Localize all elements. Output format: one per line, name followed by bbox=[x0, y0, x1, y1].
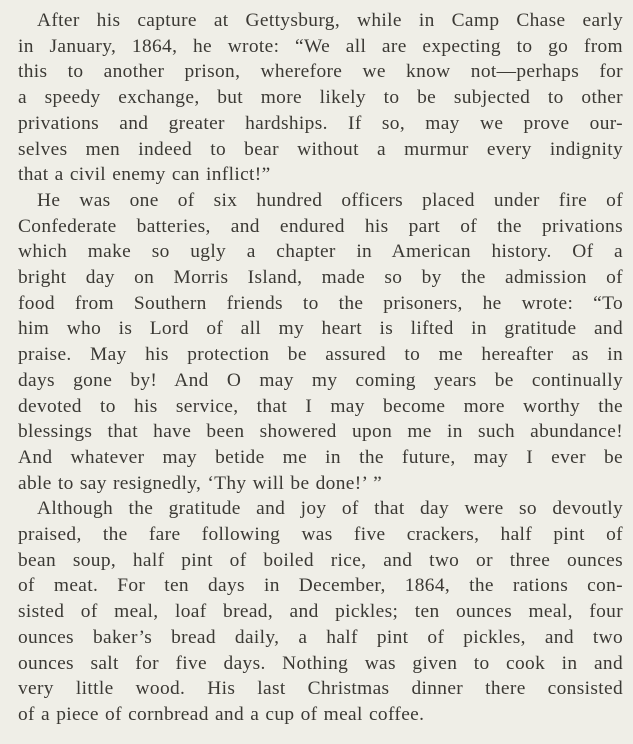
text-line: blessings that have been showered upon me in such abundance! bbox=[18, 421, 623, 443]
text-line: Confederate batteries, and endured his part of the privations bbox=[18, 215, 623, 237]
paragraph-1 bbox=[18, 8, 623, 188]
text-line: him who is Lord of all my heart is lifted in gratitude and bbox=[18, 318, 623, 340]
text-line: devoted to his service, that I may become more worthy the bbox=[18, 395, 623, 417]
text-line: a speedy exchange, but more likely to be subjected to other bbox=[18, 87, 623, 109]
text-line: which make so ugly a chapter in American history. Of a bbox=[18, 241, 623, 263]
text-line: of a piece of cornbread and a cup of meal coffee. bbox=[18, 703, 425, 725]
text-line: able to say resignedly, ‘Thy will be done!’ ” bbox=[18, 472, 383, 494]
text-line: that a civil enemy can inflict!” bbox=[18, 164, 271, 186]
text-line: He was one of six hundred officers placed under fire of bbox=[37, 189, 623, 211]
text-line: And whatever may betide me in the future, may I ever be bbox=[18, 446, 623, 468]
text-line: ounces baker’s bread daily, a half pint of pickles, and two bbox=[18, 626, 623, 648]
text-line: After his capture at Gettysburg, while in Camp Chase early bbox=[37, 10, 623, 31]
paragraph-3 bbox=[18, 496, 623, 727]
text-line: Although the gratitude and joy of that day were so devoutly bbox=[37, 498, 623, 520]
paragraph-2 bbox=[18, 188, 623, 496]
text-line: praise. May his protection be assured to me hereafter as in bbox=[18, 344, 623, 366]
text-line: bright day on Morris Island, made so by the admission of bbox=[18, 267, 623, 289]
text-line: bean soup, half pint of boiled rice, and two or three ounces bbox=[18, 549, 623, 571]
text-line: days gone by! And O may my coming years be continually bbox=[18, 369, 623, 391]
text-line: ounces salt for five days. Nothing was given to cook in and bbox=[18, 652, 623, 674]
text-line: very little wood. His last Christmas dinner there consisted bbox=[18, 678, 623, 700]
text-line: this to another prison, wherefore we know not—perhaps for bbox=[18, 61, 623, 83]
text-line: in January, 1864, he wrote: “We all are expecting to go from bbox=[18, 35, 623, 57]
text-line: praised, the fare following was five crackers, half pint of bbox=[18, 524, 623, 546]
text-line: food from Southern friends to the prisoners, he wrote: “To bbox=[18, 292, 623, 314]
text-line: sisted of meal, loaf bread, and pickles; ten ounces meal, four bbox=[18, 601, 623, 623]
text-line: selves men indeed to bear without a murmur every indignity bbox=[18, 138, 623, 160]
text-line: privations and greater hardships. If so, may we prove our- bbox=[18, 112, 623, 134]
text-line: of meat. For ten days in December, 1864, the rations con- bbox=[18, 575, 623, 597]
